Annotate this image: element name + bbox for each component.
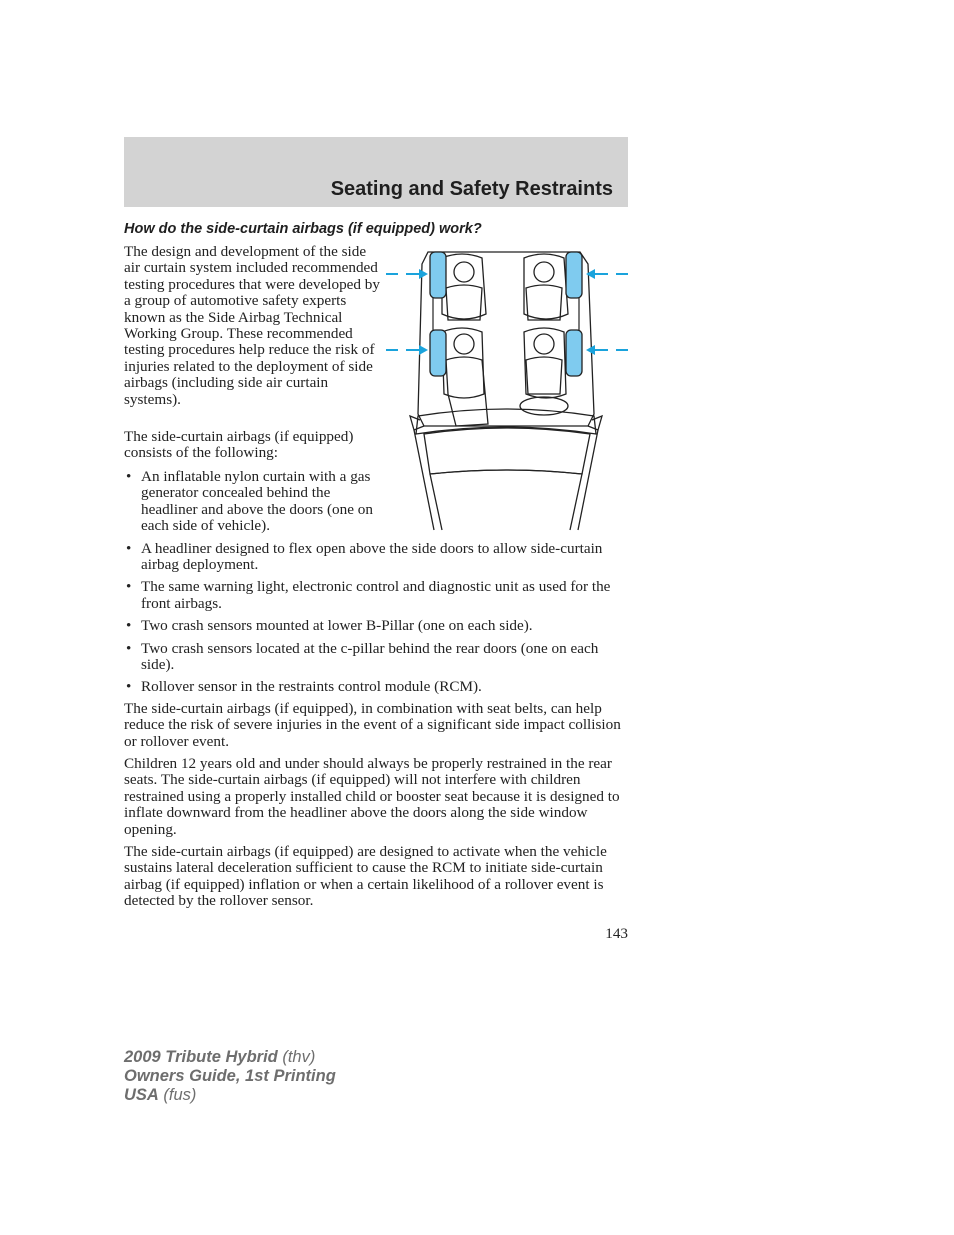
rear-right-seat — [524, 328, 566, 398]
components-list — [124, 469, 628, 702]
airbag-curtain-rear-right — [566, 330, 582, 376]
body-paragraph: Children 12 years old and under should always be properly restrained in the rear seats. The side-curtain airbags (if equipped) will not interfere with children restrained using a properly installed child or booster seat because it is designed to inflate downward from the headliner above the doors along the side window opening. — [124, 755, 620, 838]
windshield — [424, 428, 590, 474]
arrow-rear-right — [586, 345, 628, 355]
rear-left-occupant — [454, 334, 474, 354]
rear-left-seat — [442, 328, 484, 398]
airbag-curtain-rear-left — [430, 330, 446, 376]
footer-line-2: Owners Guide, 1st Printing — [124, 1067, 336, 1085]
footer-line-1: 2009 Tribute Hybrid (thv) — [124, 1048, 316, 1066]
body-paragraph: The side-curtain airbags (if equipped), in combination with seat belts, can help reduce the risk of severe injuries in the event of a significant side impact collision or rollover event. — [124, 700, 621, 750]
section-title: Seating and Safety Restraints — [330, 178, 613, 200]
dashboard — [416, 409, 596, 434]
arrow-front-right — [586, 269, 628, 279]
airbag-curtain-front-left — [430, 252, 446, 298]
list-item: • Two crash sensors mounted at lower B-Pillar (one on each side). — [124, 618, 628, 634]
airbag-curtain-front-right — [566, 252, 582, 298]
list-item: • Two crash sensors located at the c-pillar behind the rear doors (one on each side). — [124, 641, 628, 674]
front-right-occupant — [534, 262, 554, 282]
footer-line-3: USA (fus) — [124, 1086, 197, 1104]
intro-paragraph: The design and development of the side air curtain system included recommended testing procedures that were developed by a group of automotive safety experts known as the Side Airbag Technical Working Group. These recommended testing procedures help reduce the risk of injuries related to the deployment of side airbags (including side air curtain systems). — [124, 243, 380, 408]
body-paragraph: The side-curtain airbags (if equipped) are designed to activate when the vehicle sustains lateral deceleration sufficient to cause the RCM to initiate side-curtain airbag (if equipped) inflation or when a certain likelihood of a rollover event is detected by the rollover sensor. — [124, 843, 607, 910]
subsection-heading: How do the side-curtain airbags (if equipped) work? — [124, 221, 482, 237]
section-header-band — [124, 137, 628, 207]
list-item: • An inflatable nylon curtain with a gas generator concealed behind the headliner and above the doors (one on each side of vehicle). — [124, 469, 379, 535]
arrow-rear-left — [386, 345, 428, 355]
list-item: • The same warning light, electronic control and diagnostic unit as used for the front airbags. — [124, 579, 628, 612]
components-intro: The side-curtain airbags (if equipped) consists of the following: — [124, 428, 354, 462]
front-left-occupant — [454, 262, 474, 282]
document-footer — [124, 1048, 336, 1105]
page-number: 143 — [605, 925, 628, 942]
rear-right-occupant — [534, 334, 554, 354]
front-left-seat — [442, 254, 486, 319]
list-item: • A headliner designed to flex open above the side doors to allow side-curtain airbag deployment. — [124, 541, 628, 574]
list-item: • Rollover sensor in the restraints control module (RCM). — [124, 679, 628, 695]
